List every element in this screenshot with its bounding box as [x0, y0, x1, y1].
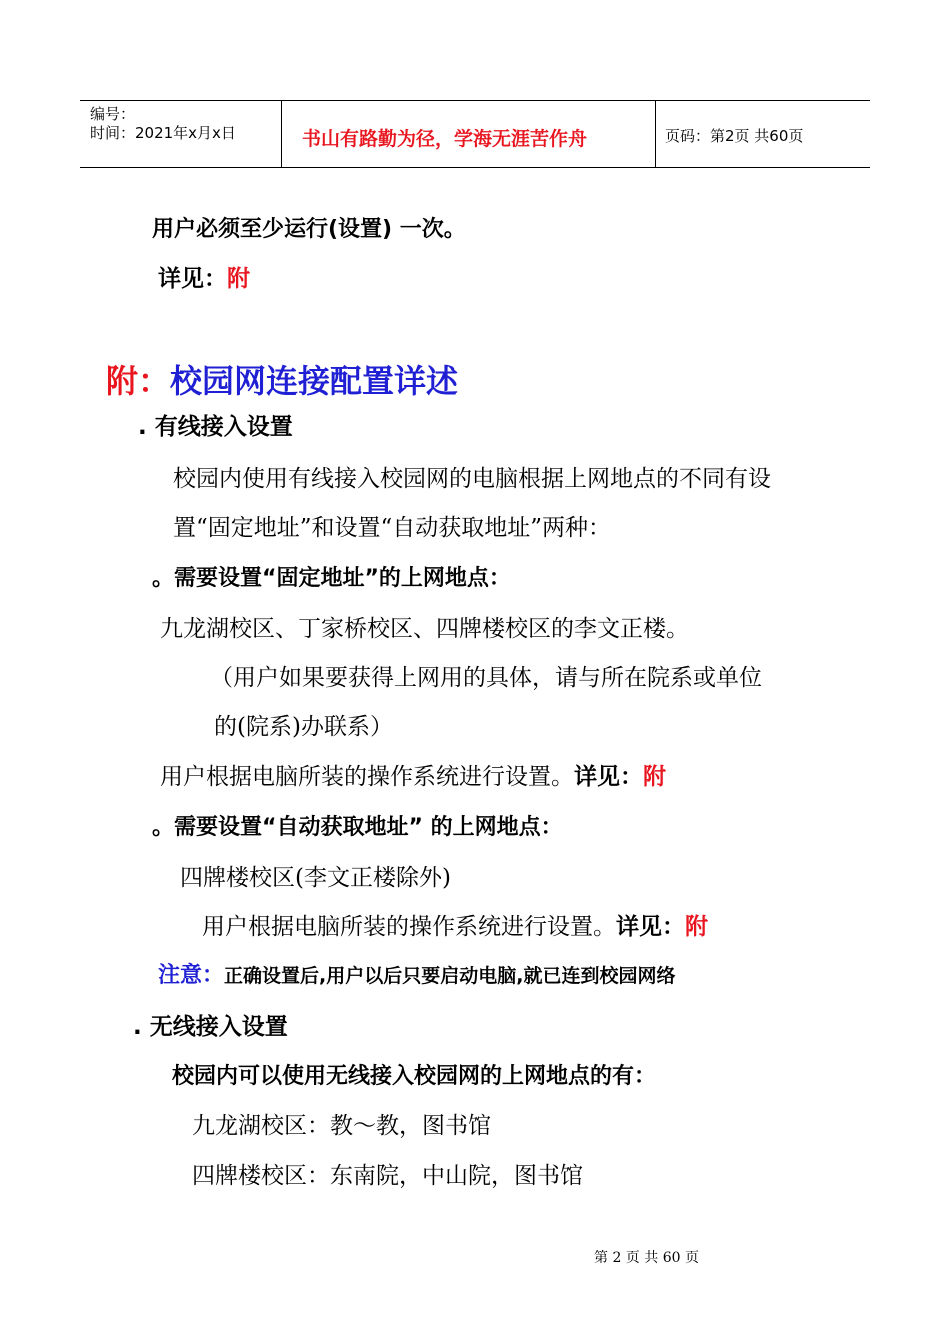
wireless-heading: . 无线接入设置 [133, 1014, 288, 1040]
wired-intro-1: 校园内使用有线接入校园网的电脑根据上网地点的不同有设 [173, 466, 771, 492]
fixed-setup-line [160, 758, 666, 791]
section-title-text: 校园网连接配置详述 [170, 362, 459, 400]
header-bottom-border [80, 167, 870, 168]
auto-see-ref: 附 [685, 914, 708, 940]
header-divider-2 [655, 100, 656, 167]
serial-label: 编号： [90, 105, 136, 123]
fixed-note-1: （用户如果要获得上网用的具体，请与所在院系或单位 [210, 665, 762, 691]
see-also-label: 详见： [158, 266, 227, 292]
note-text: 正确设置后,用户以后只要启动电脑,就已连到校园网络 [224, 965, 676, 987]
wired-heading: . 有线接入设置 [138, 414, 293, 440]
time-label: 时间：2021年x月x日 [90, 124, 236, 142]
auto-places: 四牌楼校区(李文正楼除外) [180, 865, 451, 891]
wireless-intro: 校园内可以使用无线接入校园网的上网地点的有： [172, 1064, 657, 1089]
header-divider-1 [281, 100, 282, 167]
section-title [106, 356, 458, 402]
auto-heading: 。需要设置“自动获取地址” 的上网地点： [152, 815, 563, 840]
see-also-ref: 附 [227, 266, 250, 292]
header-motto: 书山有路勤为径，学海无涯苦作舟 [302, 128, 588, 150]
wireless-place-2: 四牌楼校区：东南院，中山院，图书馆 [192, 1163, 583, 1189]
note-label: 注意： [158, 963, 225, 988]
section-title-prefix: 附： [106, 362, 171, 400]
wired-intro-2: 置“固定地址”和设置“自动获取地址”两种： [173, 515, 612, 541]
line-run-once: 用户必须至少运行(设置) 一次。 [152, 217, 466, 242]
fixed-places: 九龙湖校区、丁家桥校区、四牌楼校区的李文正楼。 [160, 616, 689, 642]
auto-setup-line [202, 908, 708, 941]
note-line [158, 958, 675, 989]
fixed-heading: 。需要设置“固定地址”的上网地点： [152, 566, 511, 591]
auto-setup-text: 用户根据电脑所装的操作系统进行设置。 [202, 914, 616, 940]
fixed-setup-text: 用户根据电脑所装的操作系统进行设置。 [160, 764, 574, 790]
auto-see-label: 详见： [616, 914, 685, 940]
fixed-note-2: 的(院系)办联系） [214, 714, 393, 740]
page-info: 页码：第2页 共60页 [665, 127, 804, 145]
wireless-place-1: 九龙湖校区：教～教，图书馆 [192, 1113, 491, 1139]
footer-page-number: 第 2 页 共 60 页 [594, 1250, 699, 1266]
fixed-see-ref: 附 [643, 764, 666, 790]
see-also-1 [158, 260, 250, 293]
fixed-see-label: 详见： [574, 764, 643, 790]
header-top-border [80, 100, 870, 101]
